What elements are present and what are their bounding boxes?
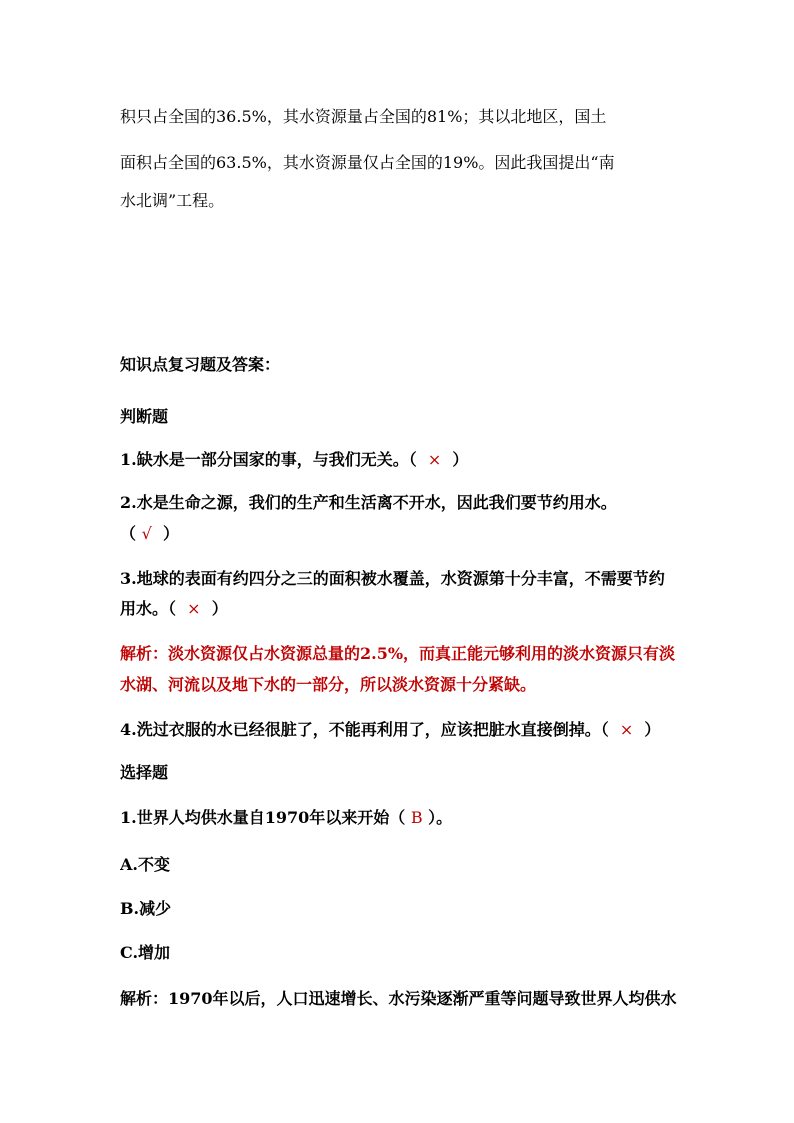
tf-q3-answer: × [187,599,201,618]
tf-q1-text: 1.缺水是一部分国家的事，与我们无关。（ [120,450,417,469]
tf-analysis-line-2: 水湖、河流以及地下水的一部分，所以淡水资源十分紧缺。 [120,675,537,694]
choice-q1-close: ）。 [428,808,453,827]
tf-q4-text: 4.洗过衣服的水已经很脏了，不能再利用了，应该把脏水直接倒掉。（ [120,720,609,739]
tf-question-1 [120,449,680,471]
tf-analysis-line-1: 解析：淡水资源仅占水资源总量的2.5%，而真正能元够利用的淡水资源只有淡 [120,644,676,663]
choice-question-1 [120,807,680,829]
tf-question-2-line-2 [120,523,680,545]
tf-q3-close: ） [211,599,228,618]
intro-line-2: 面积占全国的63.5%，其水资源量仅占全国的19%。因此我国提出“南 [120,153,615,172]
intro-line-3: 水北调”工程。 [120,191,225,210]
tf-q2-close: ） [162,524,179,543]
tf-question-2-line-1: 2.水是生命之源，我们的生产和生活离不开水，因此我们要节约用水。 [120,493,617,512]
choice-q1-text: 1.世界人均供水量自1970年以来开始（ [120,808,406,827]
choice-option-a: A.不变 [120,855,170,874]
tf-q3-text: 用水。（ [120,599,177,618]
true-false-heading: 判断题 [120,407,169,426]
tf-q2-answer: √ [141,524,152,543]
tf-question-3-line-2 [120,598,680,620]
intro-line-1: 积只占全国的36.5%，其水资源量占全国的81%；其以北地区，国土 [120,107,607,126]
tf-q4-close: ） [644,720,661,739]
tf-q4-answer: × [619,720,634,739]
tf-q1-close: ） [452,450,469,469]
choice-option-b: B.减少 [120,899,172,918]
tf-question-3-line-1: 3.地球的表面有约四分之三的面积被水覆盖，水资源第十分丰富，不需要节约 [120,569,665,588]
choice-option-c: C.增加 [120,943,171,962]
tf-q2-open: （ [120,524,137,543]
choice-heading: 选择题 [120,763,169,782]
choice-analysis: 解析：1970年以后，人口迅速增长、水污染逐渐严重等问题导致世界人均供水 [120,989,677,1008]
tf-q1-answer: × [427,450,442,469]
tf-question-4 [120,719,680,741]
review-title: 知识点复习题及答案： [120,355,281,374]
choice-q1-answer: B [410,808,423,827]
